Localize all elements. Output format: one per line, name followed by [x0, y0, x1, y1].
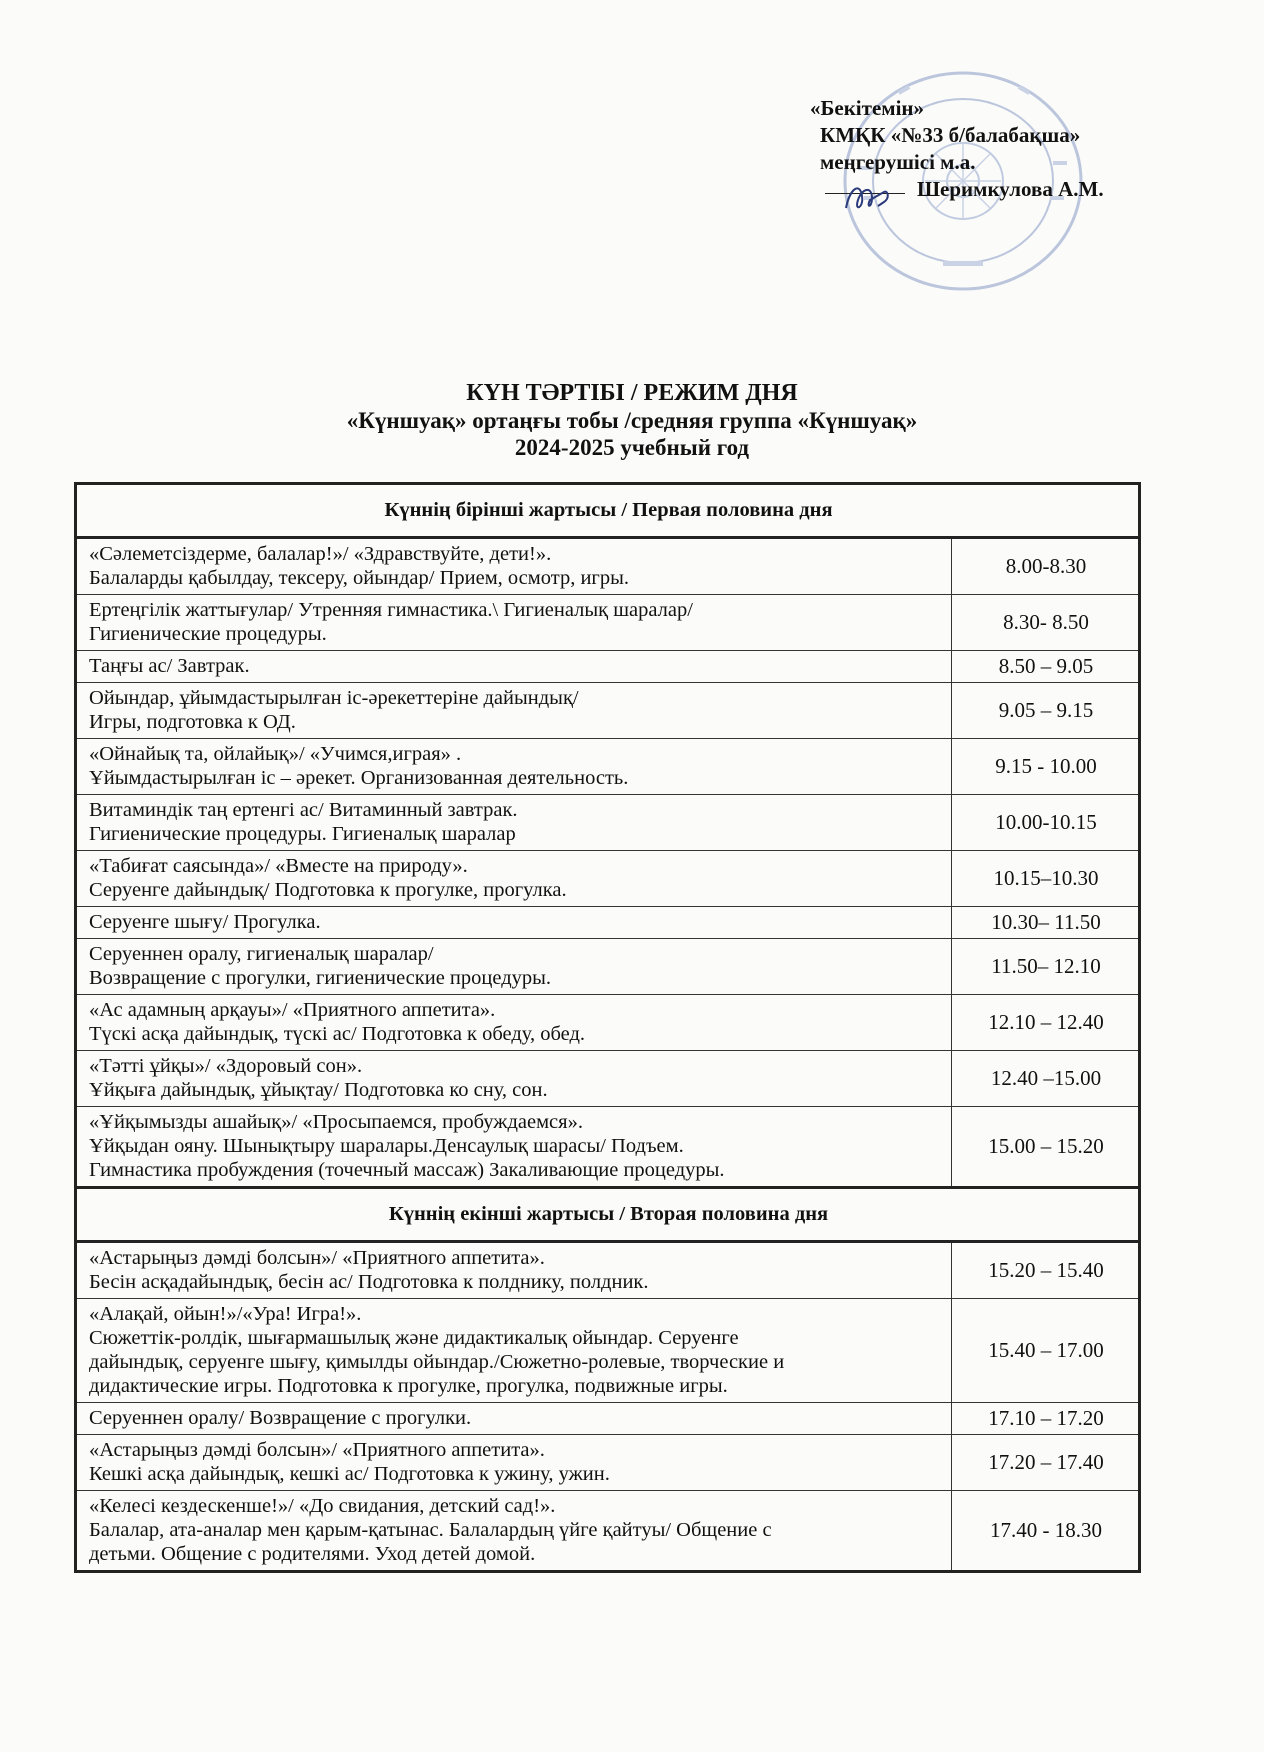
activity-text-line: «Астарыңыз дәмді болсын»/ «Приятного аппетита».	[89, 1247, 545, 1269]
section-header-row	[76, 1188, 1140, 1242]
activity-cell	[76, 1403, 952, 1435]
schedule-row	[76, 739, 1140, 795]
time-cell: 17.40 - 18.30	[952, 1491, 1140, 1572]
activity-text-line: детьми. Общение с родителями. Уход детей домой.	[89, 1543, 536, 1565]
schedule-row	[76, 907, 1140, 939]
activity-cell	[76, 995, 952, 1051]
activity-text-line: Серуенге дайындық/ Подготовка к прогулке, прогулка.	[89, 879, 567, 901]
time-cell: 17.20 – 17.40	[952, 1435, 1140, 1491]
schedule-row	[76, 1403, 1140, 1435]
activity-cell	[76, 795, 952, 851]
activity-text-line: «Алақай, ойын!»/«Ура! Игра!».	[89, 1303, 362, 1325]
time-cell: 15.00 – 15.20	[952, 1107, 1140, 1188]
activity-text-line: Витаминдік таң ертенгі ас/ Витаминный завтрак.	[89, 799, 518, 821]
activity-cell	[76, 851, 952, 907]
activity-text-line: «Ұйқымызды ашайық»/ «Просыпаемся, пробуждаемся».	[89, 1111, 583, 1133]
activity-cell	[76, 1299, 952, 1403]
time-cell: 12.40 –15.00	[952, 1051, 1140, 1107]
activity-text-line: Балалар, ата-аналар мен қарым-қатынас. Балалардың үйге қайтуы/ Общение с	[89, 1519, 772, 1541]
schedule-row	[76, 538, 1140, 595]
schedule-row	[76, 1435, 1140, 1491]
activity-text-line: Игры, подготовка к ОД.	[89, 711, 296, 733]
schedule-row	[76, 1051, 1140, 1107]
schedule-row	[76, 1242, 1140, 1299]
approval-line-org: КМҚК «№33 б/балабақша»	[820, 123, 1081, 147]
activity-text-line: Балаларды қабылдау, тексеру, ойындар/ Прием, осмотр, игры.	[89, 567, 629, 589]
activity-text-line: «Келесі кездескенше!»/ «До свидания, детский сад!».	[89, 1495, 556, 1517]
schedule-row	[76, 939, 1140, 995]
schedule-row	[76, 795, 1140, 851]
school-year: 2024-2025 учебный год	[514, 435, 750, 460]
activity-cell	[76, 1107, 952, 1188]
schedule-row	[76, 1107, 1140, 1188]
approval-line-position: меңгерушісі м.а.	[820, 150, 976, 174]
activity-text-line: «Астарыңыз дәмді болсын»/ «Приятного аппетита».	[89, 1439, 545, 1461]
activity-cell	[76, 1242, 952, 1299]
activity-text-line: Ұйымдастырылған іс – әрекет. Организованная деятельность.	[89, 767, 629, 789]
daily-schedule-table	[74, 482, 1141, 1573]
activity-cell	[76, 939, 952, 995]
document-title: КҮН ТӘРТІБІ / РЕЖИМ ДНЯ	[466, 380, 798, 406]
time-cell: 17.10 – 17.20	[952, 1403, 1140, 1435]
time-cell: 10.30– 11.50	[952, 907, 1140, 939]
activity-cell	[76, 683, 952, 739]
activity-text-line: Серуеннен оралу/ Возвращение с прогулки.	[89, 1407, 472, 1429]
activity-text-line: Бесін асқадайындық, бесін ас/ Подготовка к полднику, полдник.	[89, 1271, 649, 1293]
approval-line-approve: «Бекітемін»	[810, 96, 925, 120]
time-cell: 15.20 – 15.40	[952, 1242, 1140, 1299]
activity-text-line: Гигиенические процедуры.	[89, 623, 327, 645]
activity-text-line: Ұйқыдан ояну. Шынықтыру шаралары.Денсаулық шарасы/ Подъем.	[89, 1135, 684, 1157]
time-cell: 11.50– 12.10	[952, 939, 1140, 995]
activity-text-line: Серуенге шығу/ Прогулка.	[89, 911, 321, 933]
activity-text-line: дайындық, серуенге шығу, қимылды ойындар./Сюжетно-ролевые, творческие и	[89, 1351, 785, 1373]
schedule-row	[76, 1491, 1140, 1572]
document-titles	[0, 380, 1264, 461]
time-cell: 9.15 - 10.00	[952, 739, 1140, 795]
schedule-row	[76, 995, 1140, 1051]
schedule-row	[76, 651, 1140, 683]
handwritten-signature	[838, 178, 908, 218]
activity-text-line: «Ас адамның арқауы»/ «Приятного аппетита».	[89, 999, 496, 1021]
activity-text-line: Түскі асқа дайындық, түскі ас/ Подготовка к обеду, обед.	[89, 1023, 586, 1045]
activity-cell	[76, 595, 952, 651]
activity-text-line: «Сәлеметсіздерме, балалар!»/ «Здравствуйте, дети!».	[89, 543, 552, 565]
activity-text-line: Гимнастика пробуждения (точечный массаж) Закаливающие процедуры.	[89, 1159, 725, 1181]
activity-text-line: Гигиенические процедуры. Гигиеналық шаралар	[89, 823, 516, 845]
time-cell: 8.50 – 9.05	[952, 651, 1140, 683]
activity-text-line: дидактические игры. Подготовка к прогулке, прогулка, подвижные игры.	[89, 1375, 728, 1397]
time-cell: 8.00-8.30	[952, 538, 1140, 595]
activity-text-line: Ертеңгілік жаттығулар/ Утренняя гимнастика.\ Гигиеналық шаралар/	[89, 599, 693, 621]
time-cell: 12.10 – 12.40	[952, 995, 1140, 1051]
activity-cell	[76, 651, 952, 683]
activity-text-line: Ұйқыға дайындық, ұйықтау/ Подготовка ко сну, сон.	[89, 1079, 548, 1101]
activity-text-line: Ойындар, ұйымдастырылған іс-әрекеттеріне дайындық/	[89, 687, 579, 709]
schedule-row	[76, 1299, 1140, 1403]
schedule-row	[76, 595, 1140, 651]
signer-name: Шеримкулова А.М.	[917, 177, 1104, 201]
activity-cell	[76, 1435, 952, 1491]
activity-text-line: Возвращение с прогулки, гигиенические процедуры.	[89, 967, 552, 989]
activity-text-line: Кешкі асқа дайындық, кешкі ас/ Подготовка к ужину, ужин.	[89, 1463, 610, 1485]
activity-cell	[76, 1051, 952, 1107]
activity-cell	[76, 538, 952, 595]
activity-text-line: Таңғы ас/ Завтрак.	[89, 655, 250, 677]
activity-cell	[76, 739, 952, 795]
section-header-row	[76, 484, 1140, 538]
activity-cell	[76, 907, 952, 939]
schedule-row	[76, 851, 1140, 907]
activity-text-line: «Ойнайық та, ойлайық»/ «Учимся,играя» .	[89, 743, 462, 765]
activity-text-line: Сюжеттік-ролдік, шығармашылық және дидактикалық ойындар. Серуенге	[89, 1327, 739, 1349]
time-cell: 10.00-10.15	[952, 795, 1140, 851]
time-cell: 15.40 – 17.00	[952, 1299, 1140, 1403]
time-cell: 9.05 – 9.15	[952, 683, 1140, 739]
activity-text-line: «Табиғат саясында»/ «Вместе на природу».	[89, 855, 468, 877]
activity-text-line: Серуеннен оралу, гигиеналық шаралар/	[89, 943, 434, 965]
time-cell: 8.30- 8.50	[952, 595, 1140, 651]
section-header: Күннің екінші жартысы / Вторая половина дня	[76, 1188, 1140, 1242]
time-cell: 10.15–10.30	[952, 851, 1140, 907]
group-subtitle: «Күншуақ» ортаңғы тобы /средняя группа «Күншуақ»	[346, 408, 918, 433]
activity-text-line: «Тәтті ұйқы»/ «Здоровый сон».	[89, 1055, 363, 1077]
activity-cell	[76, 1491, 952, 1572]
section-header: Күннің бірінші жартысы / Первая половина дня	[76, 484, 1140, 538]
schedule-row	[76, 683, 1140, 739]
